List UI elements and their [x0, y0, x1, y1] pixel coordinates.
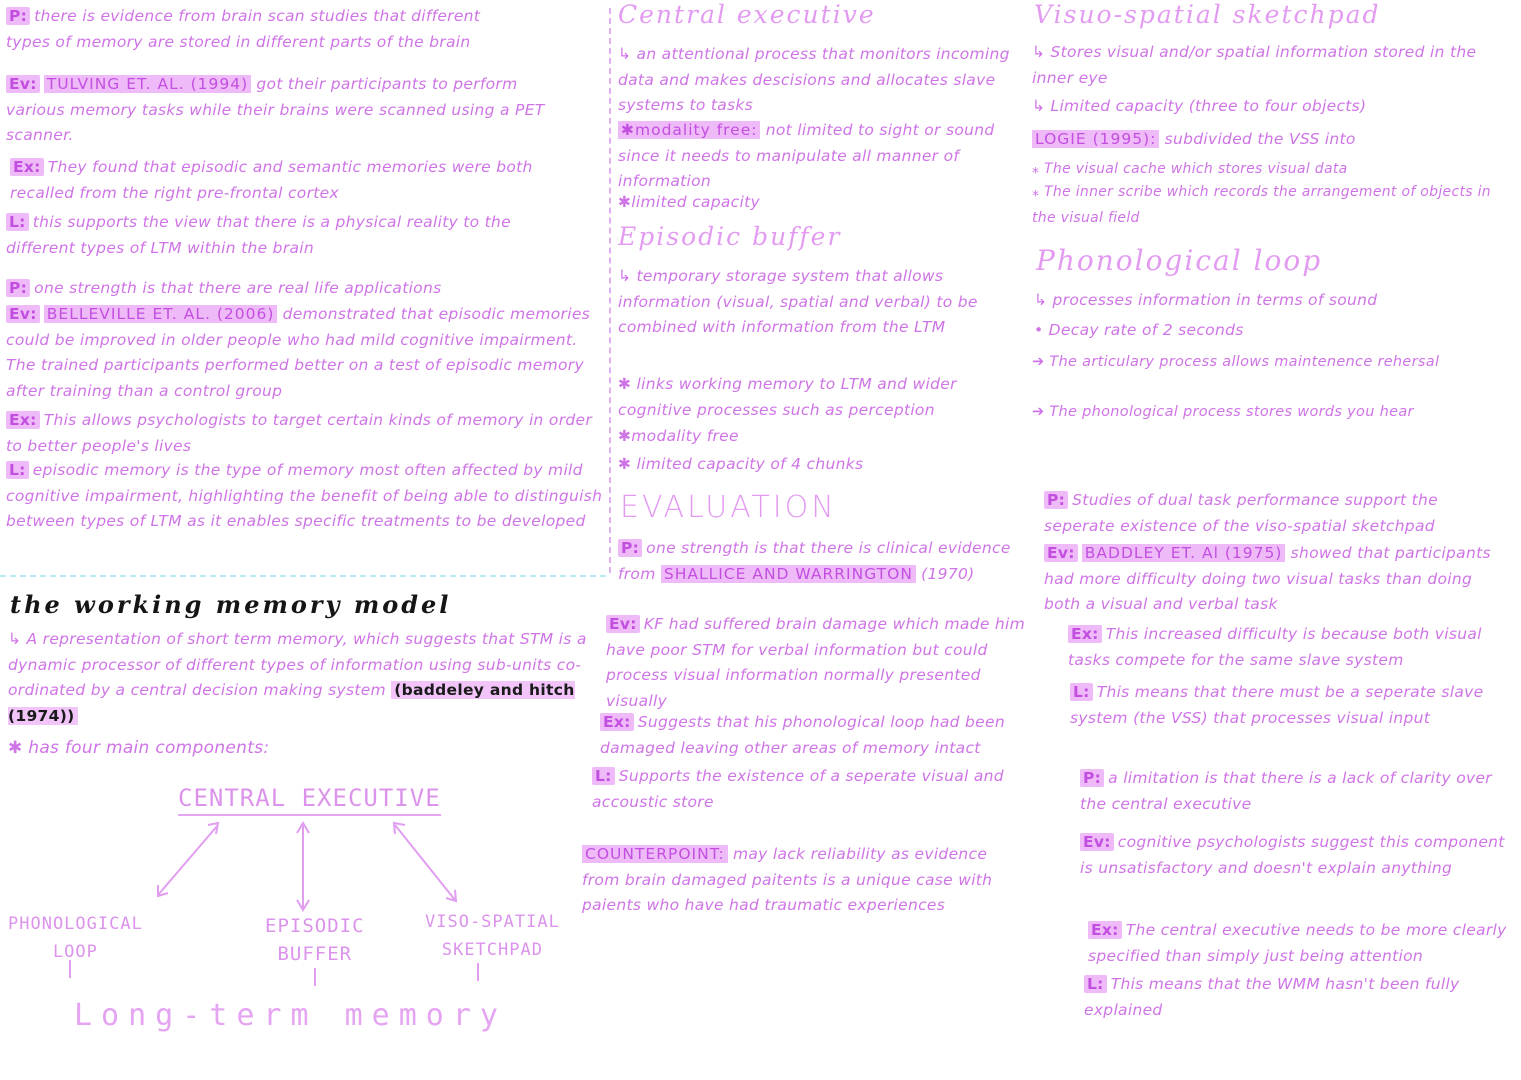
point-text: a limitation is that there is a lack of clarity over the central executive [1080, 769, 1492, 813]
evidence-text: showed that participants had more difficulty doing two visual tasks than doing both a visual and verbal task [1044, 544, 1491, 613]
section-title: the working memory model [10, 590, 452, 619]
point-paragraph [6, 4, 526, 55]
study-reference: TULVING ET. AL. (1994) [44, 75, 251, 93]
modality-text: not limited to sight or sound since it needs to manipulate all manner of information [618, 121, 995, 190]
link-paragraph [6, 210, 551, 261]
point-paragraph [6, 276, 551, 302]
point-text: one strength is that there is clinical evidence from [618, 539, 1011, 583]
column-divider-vertical [609, 8, 611, 573]
evidence-tag: Ev: [1080, 833, 1114, 851]
ce-capacity: ✱limited capacity [618, 193, 760, 211]
study-reference: BADDLEY ET. Al (1975) [1082, 544, 1286, 562]
evidence-paragraph [6, 302, 596, 404]
long-term-memory-label: Long-term memory [74, 998, 507, 1033]
definition-paragraph [8, 627, 598, 729]
explain-tag: Ex: [1068, 625, 1102, 643]
evidence-paragraph [1044, 541, 1509, 618]
central-executive-label: CENTRAL EXECUTIVE [178, 784, 441, 816]
evidence-tag: Ev: [6, 75, 40, 93]
label-line: EPISODIC [265, 915, 365, 937]
arrow-to-visuospatial [395, 825, 455, 900]
counterpoint-paragraph [582, 842, 1030, 919]
label-line: LOOP [52, 942, 98, 962]
explain-tag: Ex: [6, 411, 40, 429]
point-tag: P: [618, 539, 642, 557]
link-text: episodic memory is the type of memory most often affected by mild cognitive impairment, highlighting the benefit of being able to distinguish between types of LTM as it enables specific treatments to be developed [6, 461, 603, 530]
explain-paragraph [6, 408, 596, 459]
episodic-buffer-heading: Episodic buffer [618, 222, 842, 251]
eb-links: ✱ links working memory to LTM and wider cognitive processes such as perception [618, 375, 957, 419]
point-tag: P: [1080, 769, 1104, 787]
label-line: BUFFER [277, 943, 353, 965]
link-text: This means that the WMM hasn't been fully explained [1084, 975, 1460, 1019]
model-reference: (baddeley and hitch (1974)) [8, 681, 575, 725]
eb-description: ↳ temporary storage system that allows information (visual, spatial and verbal) to be combined with information from the LTM [618, 267, 978, 336]
link-text: this supports the view that there is a physical reality to the different types of LTM within the brain [6, 213, 511, 257]
evidence-text: cognitive psychologists suggest this component is unsatisfactory and doesn't explain anything [1080, 833, 1505, 877]
ce-modality [618, 118, 1016, 195]
link-tag: L: [6, 213, 29, 231]
section-divider-horizontal [0, 575, 606, 577]
explain-text: This allows psychologists to target certain kinds of memory in order to better people's lives [6, 411, 593, 455]
explain-paragraph [1068, 622, 1518, 673]
vss-description: ↳ Stores visual and/or spatial information stored in the inner eye [1032, 43, 1477, 87]
definition-text: ↳ A representation of short term memory, which suggests that STM is a dynamic processor of different types of information using sub-units co-ordinated by a central decision making system [8, 630, 587, 699]
pl-articulatory: ➔ The articulary process allows maintenence rehersal [1032, 354, 1440, 370]
modality-tag: ✱modality free: [618, 121, 760, 139]
pl-decay: • Decay rate of 2 seconds [1034, 321, 1244, 339]
link-paragraph [592, 764, 1032, 815]
phonological-loop-heading: Phonological loop [1036, 244, 1323, 277]
link-paragraph [1070, 680, 1520, 731]
point-tag: P: [6, 7, 30, 25]
arrow-to-phonological [158, 825, 218, 895]
explain-text: They found that episodic and semantic memories were both recalled from the right pre-frontal cortex [10, 158, 533, 202]
episodic-buffer-label [265, 912, 365, 968]
link-text: Supports the existence of a seperate visual and accoustic store [592, 767, 1004, 811]
link-paragraph [6, 458, 604, 535]
evidence-paragraph [6, 72, 551, 149]
explain-text: The central executive needs to be more clearly specified than simply just being attention [1088, 921, 1507, 965]
study-reference: SHALLICE AND WARRINGTON [661, 565, 916, 583]
link-paragraph [1084, 972, 1520, 1023]
label-line: PHONOLOGICAL [8, 914, 143, 934]
explain-tag: Ex: [1088, 921, 1122, 939]
phonological-loop-label [8, 910, 143, 966]
inner-scribe-text: ⁎ The inner scribe which records the arrangement of objects in the visual field [1032, 184, 1491, 226]
point-paragraph [1080, 766, 1520, 817]
explain-text: Suggests that his phonological loop had been damaged leaving other areas of memory intact [600, 713, 1005, 757]
explain-text: This increased difficulty is because both visual tasks compete for the same slave system [1068, 625, 1482, 669]
link-tag: L: [1070, 683, 1093, 701]
visuospatial-heading: Visuo-spatial sketchpad [1034, 0, 1381, 29]
evaluation-heading: EVALUATION [620, 490, 837, 525]
evidence-text: KF had suffered brain damage which made him have poor STM for verbal information but could process visual information normally presented visually [606, 615, 1026, 710]
label-line: SKETCHPAD [441, 940, 543, 960]
evidence-text: got their participants to perform various memory tasks while their brains were scanned using a PET scanner. [6, 75, 545, 144]
explain-tag: Ex: [600, 713, 634, 731]
evidence-paragraph [1080, 830, 1520, 881]
pl-phonological-store: ➔ The phonological process stores words you hear [1032, 404, 1414, 420]
point-paragraph [618, 536, 1018, 587]
counterpoint-text: may lack reliability as evidence from brain damaged paitents is a unique case with paients who have had traumatic experiences [582, 845, 993, 914]
eb-capacity: ✱ limited capacity of 4 chunks [618, 455, 864, 473]
evidence-text: demonstrated that episodic memories could be improved in older people who had mild cognitive impairment. The trained participants performed better on a test of episodic memory after training than a control group [6, 305, 591, 400]
point-text: there is evidence from brain scan studies that different types of memory are stored in different parts of the brain [6, 7, 481, 51]
ce-description: ↳ an attentional process that monitors incoming data and makes descisions and allocates slave systems to tasks [618, 45, 1010, 114]
eb-modality: ✱modality free [618, 427, 739, 445]
explain-paragraph [10, 155, 555, 206]
study-year: (1970) [921, 564, 975, 583]
label-line: VISO-SPATIAL [425, 912, 560, 932]
evidence-tag: Ev: [606, 615, 640, 633]
link-tag: L: [592, 767, 615, 785]
counterpoint-tag: COUNTERPOINT: [582, 845, 728, 863]
visuospatial-sketchpad-label [425, 908, 560, 964]
link-text: This means that there must be a seperate slave system (the VSS) that processes visual input [1070, 683, 1484, 727]
explain-paragraph [1088, 918, 1520, 969]
explain-paragraph [600, 710, 1030, 761]
explain-tag: Ex: [10, 158, 44, 176]
study-reference: LOGIE (1995): [1032, 130, 1159, 148]
evidence-tag: Ev: [6, 305, 40, 323]
vss-capacity: ↳ Limited capacity (three to four objects) [1032, 97, 1367, 115]
logie-paragraph [1032, 127, 1502, 153]
point-tag: P: [1044, 491, 1068, 509]
evidence-paragraph [606, 612, 1031, 714]
components-intro: ✱ has four main components: [8, 738, 270, 758]
pl-description: ↳ processes information in terms of sound [1034, 291, 1378, 309]
visual-cache-text: ⁎ The visual cache which stores visual data [1032, 161, 1348, 177]
link-tag: L: [6, 461, 29, 479]
point-text: Studies of dual task performance support the seperate existence of the viso-spatial sketchpad [1044, 491, 1438, 535]
point-tag: P: [6, 279, 30, 297]
logie-text: subdivided the VSS into [1164, 130, 1356, 148]
evidence-tag: Ev: [1044, 544, 1078, 562]
point-paragraph [1044, 488, 1509, 539]
point-text: one strength is that there are real life applications [34, 279, 442, 297]
central-executive-heading: Central executive [618, 0, 876, 29]
link-tag: L: [1084, 975, 1107, 993]
study-reference: BELLEVILLE ET. AL. (2006) [44, 305, 278, 323]
